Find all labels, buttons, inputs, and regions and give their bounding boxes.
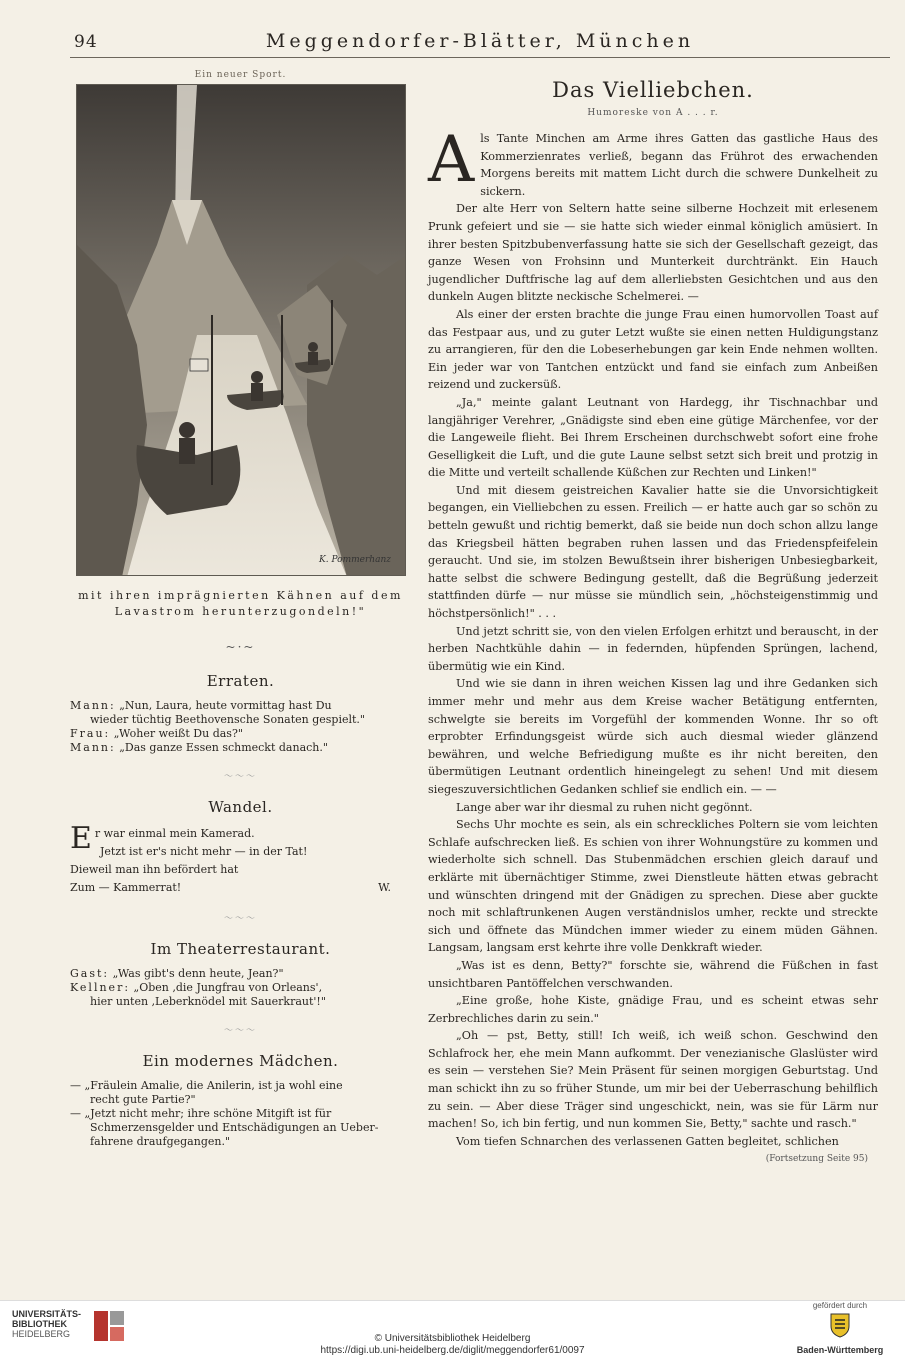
story-paragraph: Und jetzt schritt sie, von den vielen Erfolgen erhitzt und berauscht, in der herben Nachtkühle dahin — in federnden, hüpfenden Sprüngen, lachend, übermütig wie ein Kind. [428, 624, 878, 673]
ornament-divider: ～～～ [223, 1026, 257, 1036]
continued-note: (Fortsetzung Seite 95) [765, 1154, 868, 1165]
poem-signature: W. [378, 881, 391, 894]
dialog-line: — „Jetzt nicht mehr; ihre schöne Mitgift ist für [70, 1107, 332, 1120]
section-wandel [68, 798, 413, 897]
section-title: Im Theaterrestaurant. [150, 940, 331, 958]
poem-line: Jetzt ist er's nicht mehr — in der Tat! [100, 845, 308, 858]
story-paragraph: Und wie sie dann in ihren weichen Kissen lag und ihre Gedanken sich immer mehr und mehr aus dem Kreise wacher Betätigung entfernten, schwelgte sie bereits im Vorgefühl der kommenden Wonne. Ihr so oft erprobter Erfindungsgeist würde sich auch diesmal wieder glänzend bewähren, und welche Befriedigung mußte es ihr nicht bereiten, den übermütigen Leutnant ordentlich hineingelegt zu sehen! Und mit diesem siegeszuversichtlichen Gedanken schlief sie endlich ein. — — [428, 677, 878, 796]
dialog-text: hier unten ‚Leberknödel mit Sauerkraut'!" [90, 995, 326, 1008]
dialog-text: „Das ganze Essen schmeckt danach." [119, 741, 328, 754]
dialog-line [70, 713, 413, 727]
story-paragraph [428, 123, 878, 200]
speaker: Frau: [70, 727, 111, 740]
poem-line: Dieweil man ihn befördert hat [70, 863, 239, 876]
story-paragraph: „Oh — pst, Betty, still! Ich weiß, ich weiß schon. Geschwind den Schlafrock her, ehe mein Mann aufkommt. Der venezianische Glaslüster wird es sein — verstehen Sie? Mein Präsent für seinen morgigen Geburtstag. Und man schickt ihn zu so früher Stunde, um mir bei der Ueberraschung behilflich zu sein. — Aber diese Träger sind ungeschickt, nein, was sie für Lärm nur machen! So, ich bin fertig, und nun kommen Sie, Betty," sachte und rasch." [428, 1029, 878, 1131]
funder-block[interactable] [785, 1301, 895, 1355]
dialog-text: „Woher weißt Du das?" [113, 727, 243, 740]
story-paragraph: Vom tiefen Schnarchen des verlassenen Gatten begleitet, schlichen [456, 1134, 839, 1148]
illustration-lava-boats [76, 84, 406, 576]
right-column [428, 78, 878, 1164]
dialog-text: „Nun, Laura, heute vormittag hast Du [119, 699, 332, 712]
section-theater [68, 940, 413, 1009]
ornament-divider: ～～～ [223, 914, 257, 924]
story-paragraph: Sechs Uhr mochte es sein, als ein schreckliches Poltern sie vom leichten Schlafe aufschrecken ließ. Es schien von ihrer Wohnungstüre zu kommen und wiederholte sich schnell. Das Stubenmädchen erschien gleich darauf und erklärte mit übernächtiger Stimme, zwei Dienstleute hätten etwas gebracht und wünschten dringend mit der Gnädigen zu sprechen. Diese aber guckte noch mit schlaftrunkenen Augen verständnislos umher, reckte und streckte sich und öffnete das Mündchen immer wieder zu einem müden Gähnen. Langsam, langsam erst kehrte ihre volle Denkkraft wieder. [428, 818, 878, 955]
library-name-line: BIBLIOTHEK [12, 1319, 67, 1329]
story-paragraph: „Ja," meinte galant Leutnant von Hardegg, ihr Tischnachbar und langjähriger Verehrer, „Gnädigste sind eben eine gütige Märchenfee, vor der die Langeweile flieht. Bei Ihrem Erscheinen durchschwebt sofort eine frohe Geselligkeit die Luft, und die gute Laune selbst setzt sich breit und protzig in die Mitte und verteilt schallende Küßchen zur Rechten und Linken!" [428, 395, 878, 480]
dialog-line [70, 995, 413, 1009]
dialog-line [70, 699, 413, 713]
dialog-line: recht gute Partie?" [90, 1093, 196, 1106]
digitization-footer [0, 1300, 905, 1358]
header-rule [70, 57, 890, 58]
poem-line: r war einmal mein Kamerad. [94, 827, 255, 840]
speaker: Kellner: [70, 981, 131, 994]
dialog-text: „Was gibt's denn heute, Jean?" [112, 967, 284, 980]
running-title: Meggendorfer-Blätter, München [265, 30, 695, 52]
speaker: Gast: [70, 967, 110, 980]
speaker: Mann: [70, 699, 116, 712]
story-body [428, 123, 878, 1150]
illustration-caption [68, 588, 413, 620]
paragraph-text: ls Tante Minchen am Arme ihres Gatten das gastliche Haus des Kommerzienrates verließ, begann das Frührot des erwachenden Morgens bereits mit mattem Licht durch die schwere Dunkelheit zu sickern. [480, 132, 878, 198]
story-paragraph: „Was ist es denn, Betty?" forschte sie, während die Füßchen in fast unsichtbaren Pantöffelchen verschwanden. [428, 958, 878, 990]
state-crest-icon [829, 1312, 851, 1338]
section-erraten [68, 672, 413, 755]
story-subtitle: Humoreske von A . . . r. [587, 108, 719, 118]
dialog [70, 699, 413, 755]
dialog-line [70, 741, 413, 755]
dialog-line: Schmerzensgelder und Entschädigungen an Ueber- [90, 1121, 379, 1134]
dialog-line: fahrene draufgegangen." [90, 1135, 231, 1148]
poem-line: Zum — Kammerrat! [70, 881, 182, 894]
section-title: Ein modernes Mädchen. [142, 1052, 339, 1070]
caption-line: mit ihren imprägnierten Kähnen auf dem [78, 589, 403, 602]
ornament-divider: ～～～ [223, 772, 257, 782]
copyright-block [0, 1333, 905, 1357]
ornament-divider: ~·~ [225, 640, 256, 654]
funded-by-label: gefördert durch [812, 1301, 868, 1310]
dialog-line [70, 727, 413, 741]
illustration-drawing [77, 85, 406, 576]
permalink-url[interactable]: https://digi.ub.uni-heidelberg.de/diglit/meggendorfer61/0097 [320, 1345, 585, 1356]
illustration-title: Ein neuer Sport. [194, 70, 287, 80]
story-paragraph: Der alte Herr von Seltern hatte seine silberne Hochzeit mit erlesenem Prunk gefeiert und sie — sie hatte sich wieder einmal königlich amüsiert. In ihrer besten Spitzbubenverfassung hatte sie sich der Gesellschaft gezeigt, das ganze Wesen von Frohsinn und Munterkeit durchtränkt. Ein Hauch jugendlicher Duftfrische lag auf dem allerliebsten Gesichtchen und aus den dunkeln Augen blitzte neckische Schelmerei. — [428, 202, 878, 304]
copyright-text: © Universitätsbibliothek Heidelberg [374, 1333, 531, 1344]
page-header [70, 30, 890, 56]
story-title: Das Vielliebchen. [552, 78, 754, 102]
dialog-line [70, 981, 413, 995]
library-name-line: UNIVERSITÄTS- [12, 1309, 82, 1319]
library-name-line: HEIDELBERG [12, 1329, 71, 1339]
caption-line: Lavastrom herunterzugondeln!" [114, 605, 367, 618]
poem [70, 821, 413, 897]
section-title: Erraten. [206, 672, 275, 690]
funder-name: Baden-Württemberg [796, 1345, 884, 1355]
page-number: 94 [74, 32, 98, 52]
dialog-text: wieder tüchtig Beethovensche Sonaten gespielt." [90, 713, 365, 726]
speaker: Mann: [70, 741, 116, 754]
left-column [68, 70, 413, 1149]
story-paragraph: „Eine große, hohe Kiste, gnädige Frau, und es scheint etwas sehr Zerbrechliches darin zu sein." [428, 994, 878, 1025]
story-paragraph: Als einer der ersten brachte die junge Frau einen humorvollen Toast auf das Festpaar aus, und zu guter Letzt wußte sie einen netten Huldigungstanz zu arrangieren, für den die Lobeserhebungen gar kein Ende nehmen wollten. Ein jeder war von Tantchen entzückt und fand sie einfach zum Anbeißen reizend und zuckersüß. [428, 307, 878, 392]
dialog-line [70, 967, 413, 981]
poem-initial: E [70, 821, 92, 856]
story-paragraph: Lange aber war ihr diesmal zu ruhen nicht gegönnt. [456, 800, 753, 814]
dialog [70, 1079, 413, 1149]
drop-cap: A [428, 123, 475, 197]
dialog [70, 967, 413, 1009]
dialog-line: — „Fräulein Amalie, die Anilerin, ist ja wohl eine [70, 1079, 343, 1092]
story-paragraph: Und mit diesem geistreichen Kavalier hatte sie die Unvorsichtigkeit begangen, ein Vielliebchen zu essen. Freilich — er hatte auch gar so schön zu betteln gewußt und richtig bemerkt, daß sie beide nun doch schon allzu lange das Kriegsbeil hätten begraben ruhen lassen und das Friedenspfeifelein geraucht. Und sie, im stolzen Bewußtsein ihrer bisherigen Unbesiegbarkeit, hatte selbst die schwere Bedingung gestellt, daß die Begrüßung jederzeit stattfinden dürfe — nur müsse sie mündlich sein, „höchsteigenstimmig und höchstpersönlich!" . . . [428, 483, 878, 621]
illustration-signature: K. Pommerhanz [319, 555, 391, 565]
dialog-text: „Oben ‚die Jungfrau von Orleans', [133, 981, 323, 994]
section-maedchen [68, 1052, 413, 1149]
section-title: Wandel. [208, 798, 273, 816]
